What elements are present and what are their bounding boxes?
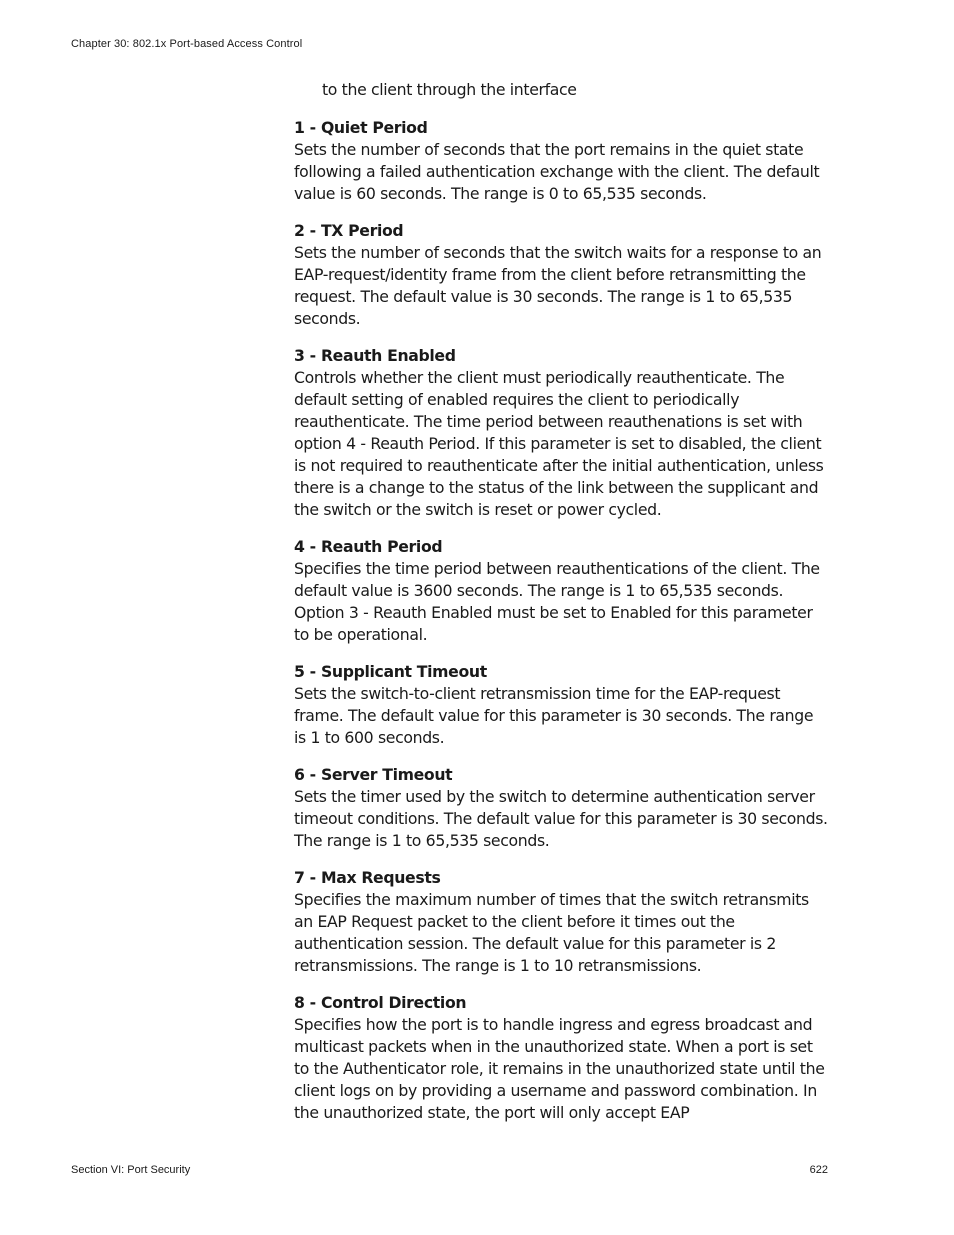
parameter-description: Sets the switch-to-client retransmission time for the EAP-request frame. The default value for this parameter is 30 seconds. The range is 1 to 600 seconds. bbox=[294, 684, 814, 747]
page-body bbox=[294, 79, 829, 1139]
parameter-title: 6 - Server Timeout bbox=[294, 765, 453, 784]
page-number: 622 bbox=[809, 1164, 828, 1176]
parameter-description: Sets the number of seconds that the switch waits for a response to an EAP-request/identity frame from the client before retransmitting the request. The default value is 30 seconds. The range is 1 to 65,535 seconds. bbox=[294, 243, 822, 328]
parameter-item bbox=[294, 220, 829, 330]
parameter-description: Specifies the maximum number of times that the switch retransmits an EAP Request packet to the client before it times out the authentication session. The default value for this parameter is 2 retransmissions. The range is 1 to 10 retransmissions. bbox=[294, 890, 809, 975]
parameter-item bbox=[294, 764, 829, 852]
parameter-item bbox=[294, 117, 829, 205]
parameter-description: Sets the timer used by the switch to determine authentication server timeout conditions. The default value for this parameter is 30 seconds. The range is 1 to 65,535 seconds. bbox=[294, 787, 828, 850]
chapter-header: Chapter 30: 802.1x Port-based Access Control bbox=[71, 38, 303, 50]
parameter-title: 2 - TX Period bbox=[294, 221, 404, 240]
parameter-item bbox=[294, 867, 829, 977]
section-footer: Section VI: Port Security bbox=[71, 1164, 191, 1176]
parameter-item bbox=[294, 345, 829, 521]
parameter-description: Sets the number of seconds that the port remains in the quiet state following a failed authentication exchange with the client. The default value is 60 seconds. The range is 0 to 65,535 seconds. bbox=[294, 140, 820, 203]
parameter-item bbox=[294, 661, 829, 749]
parameter-title: 4 - Reauth Period bbox=[294, 537, 443, 556]
parameter-title: 3 - Reauth Enabled bbox=[294, 346, 456, 365]
parameter-title: 1 - Quiet Period bbox=[294, 118, 428, 137]
intro-text: to the client through the interface bbox=[322, 80, 577, 99]
parameter-title: 5 - Supplicant Timeout bbox=[294, 662, 487, 681]
parameter-title: 7 - Max Requests bbox=[294, 868, 441, 887]
parameter-item bbox=[294, 536, 829, 646]
parameter-description: Specifies the time period between reauthentications of the client. The default value is 3600 seconds. The range is 1 to 65,535 seconds. Option 3 - Reauth Enabled must be set to Enabled for this parameter to be operational. bbox=[294, 559, 820, 644]
parameter-description: Specifies how the port is to handle ingress and egress broadcast and multicast packets when in the unauthorized state. When a port is set to the Authenticator role, it remains in the unauthorized state until the client logs on by providing a username and password combination. In the unauthorized state, the port will only accept EAP bbox=[294, 1015, 825, 1122]
parameter-title: 8 - Control Direction bbox=[294, 993, 467, 1012]
parameter-item bbox=[294, 992, 829, 1124]
parameter-description: Controls whether the client must periodically reauthenticate. The default setting of enabled requires the client to periodically reauthenticate. The time period between reauthenations is set with option 4 - Reauth Period. If this parameter is set to disabled, the client is not required to reauthenticate after the initial authentication, unless there is a change to the status of the link between the supplicant and the switch or the switch is reset or power cycled. bbox=[294, 368, 824, 519]
